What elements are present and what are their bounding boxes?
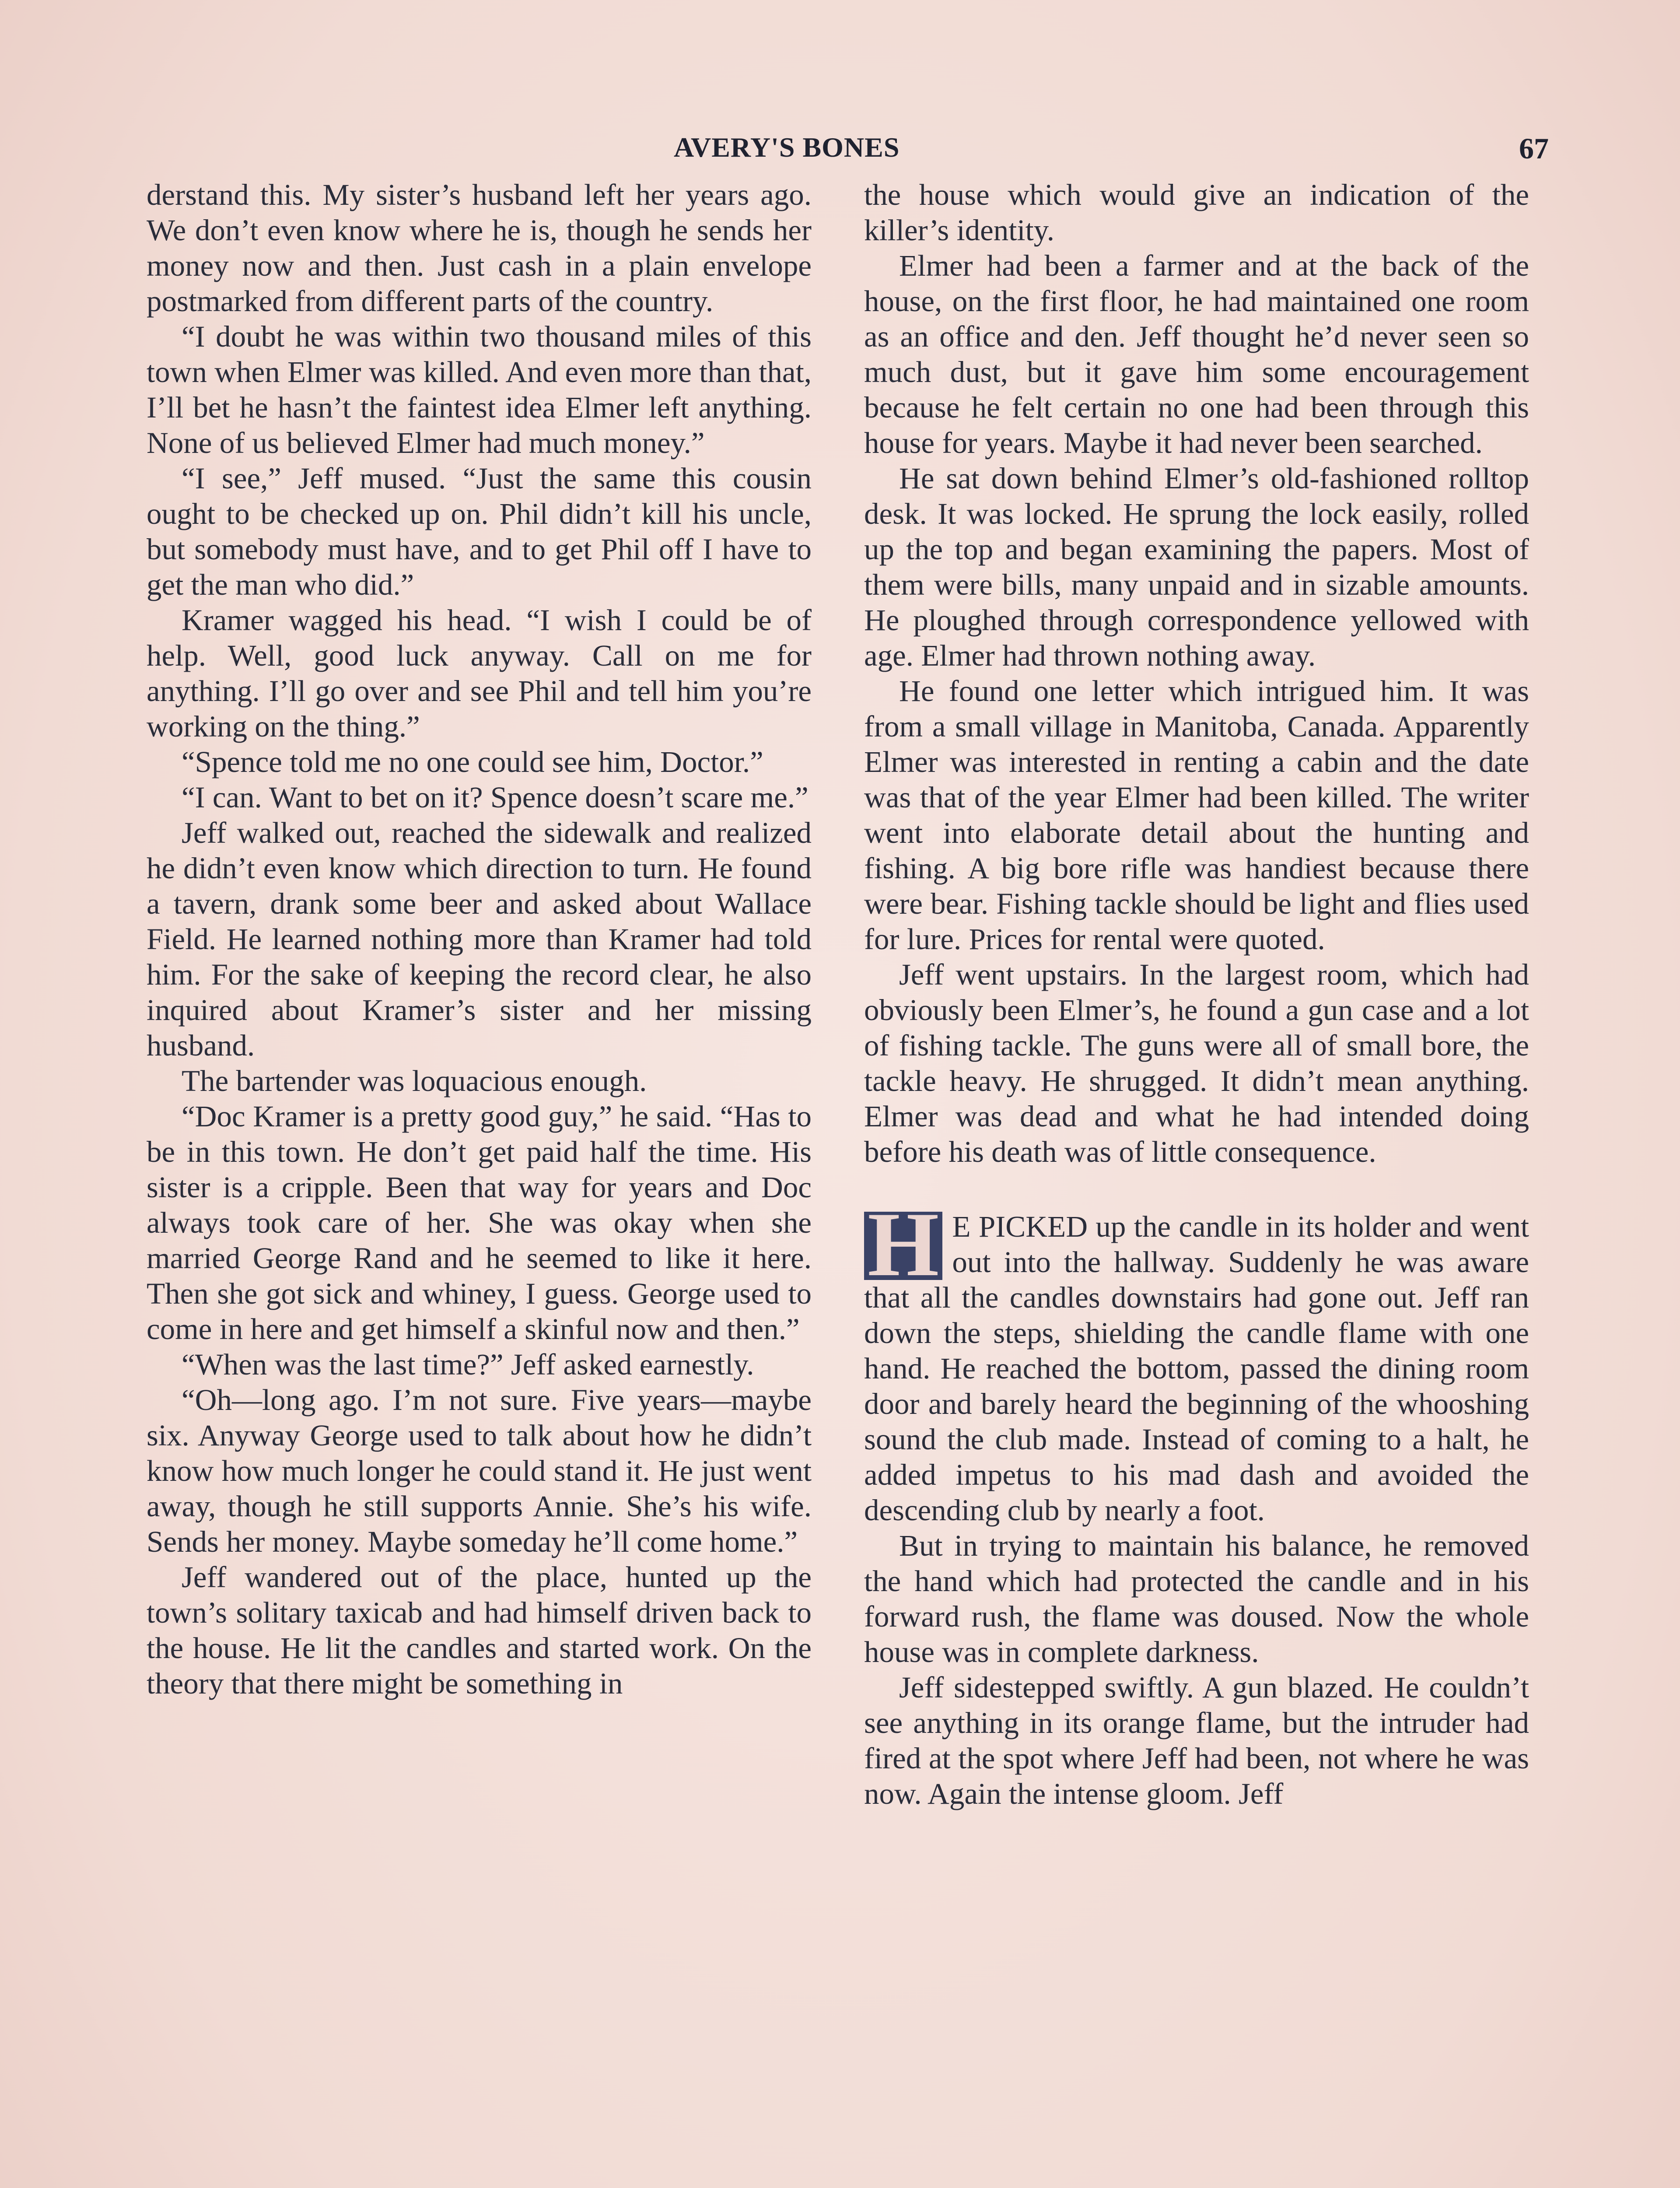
paragraph: “Doc Kramer is a pretty good guy,” he said. “Has to be in this town. He don’t get paid half the time. His sister is a cripple. Been that way for years and Doc always took care of her. She was okay when she married George Rand and he seemed to like it here. Then she got sick and whiney, I guess. George used to come in here and get himself a skinful now and then.” <box>147 1100 812 1346</box>
paragraph: derstand this. My sister’s husband left her years ago. We don’t even know where he is, though he sends her money now and then. Just cash in a plain envelope postmarked from different parts of the country. <box>147 178 812 318</box>
running-head: AVERY'S BONES <box>674 132 900 163</box>
paragraph: “I doubt he was within two thousand miles of this town when Elmer was killed. And even more than that, I’ll bet he hasn’t the faintest idea Elmer left anything. None of us believed Elmer had much money.” <box>147 320 812 459</box>
paragraph: “Oh—long ago. I’m not sure. Five years—maybe six. Anyway George used to talk about how he didn’t know how much longer he could stand it. He just went away, though he still supports Annie. She’s his wife. Sends her money. Maybe someday he’ll come home.” <box>147 1383 812 1558</box>
paragraph: Jeff wandered out of the place, hunted up the town’s solitary taxicab and had himself driven back to the house. He lit the candles and started work. On the theory that there might be something in <box>147 1560 812 1700</box>
left-column <box>147 177 812 1701</box>
paragraph: “I see,” Jeff mused. “Just the same this cousin ought to be checked up on. Phil didn’t kill his uncle, but somebody must have, and to get Phil off I have to get the man who did.” <box>147 462 812 601</box>
paragraph: E PICKED up the candle in its holder and went out into the hallway. Suddenly he was aware that all the candles downstairs had gone out. Jeff ran down the steps, shielding the candle flame with one hand. He reached the bottom, passed the dining room door and barely heard the beginning of the whooshing sound the club made. Instead of coming to a halt, he added impetus to his mad dash and avoided the descending club by nearly a foot. <box>864 1210 1529 1527</box>
paragraph: “When was the last time?” Jeff asked earnestly. <box>182 1348 754 1381</box>
paragraph: “I can. Want to bet on it? Spence doesn’t scare me.” <box>182 781 808 814</box>
section-break <box>864 1170 1529 1209</box>
paragraph: Kramer wagged his head. “I wish I could be of help. Well, good luck anyway. Call on me for anything. I’ll go over and see Phil and tell him you’re working on the thing.” <box>147 603 812 743</box>
paragraph: the house which would give an indication of the killer’s identity. <box>864 178 1529 247</box>
paragraph: He found one letter which intrigued him. It was from a small village in Manitoba, Canada. Apparently Elmer was interested in renting a cabin and the date was that of the year Elmer had been killed. The writer went into elaborate detail about the hunting and fishing. A big bore rifle was handiest because there were bear. Fishing tackle should be light and flies used for lure. Prices for rental were quoted. <box>864 674 1529 956</box>
paragraph: The bartender was loquacious enough. <box>182 1064 647 1098</box>
paragraph: Elmer had been a farmer and at the back of the house, on the first floor, he had maintained one room as an office and den. Jeff thought he’d never seen so much dust, but it gave him some encouragement because he felt certain no one had been through this house for years. Maybe it had never been searched. <box>864 249 1529 459</box>
page-number: 67 <box>1519 132 1549 165</box>
right-column <box>864 177 1529 1812</box>
drop-cap-letter: H <box>864 1212 942 1280</box>
paragraph: He sat down behind Elmer’s old-fashioned rolltop desk. It was locked. He sprung the lock easily, rolled up the top and began examining the papers. Most of them were bills, many unpaid and in sizable amounts. He ploughed through correspondence yellowed with age. Elmer had thrown nothing away. <box>864 462 1529 672</box>
paragraph: Jeff sidestepped swiftly. A gun blazed. He couldn’t see anything in its orange flame, but the intruder had fired at the spot where Jeff had been, not where he was now. Again the intense gloom. Jeff <box>864 1671 1529 1810</box>
page-header <box>674 131 1549 175</box>
paragraph: “Spence told me no one could see him, Doctor.” <box>182 745 763 778</box>
paragraph: But in trying to maintain his balance, he removed the hand which had protected the candle and in his forward rush, the flame was doused. Now the whole house was in complete darkness. <box>864 1529 1529 1669</box>
paragraph: Jeff walked out, reached the sidewalk and realized he didn’t even know which direction to turn. He found a tavern, drank some beer and asked about Wallace Field. He learned nothing more than Kramer had told him. For the sake of keeping the record clear, he also inquired about Kramer’s sister and her missing husband. <box>147 816 812 1062</box>
paragraph: Jeff went upstairs. In the largest room, which had obviously been Elmer’s, he found a gun case and a lot of fishing tackle. The guns were all of small bore, the tackle heavy. He shrugged. It didn’t mean anything. Elmer was dead and what he had intended doing before his death was of little consequence. <box>864 958 1529 1168</box>
dropcap-paragraph-block <box>864 1209 1529 1528</box>
